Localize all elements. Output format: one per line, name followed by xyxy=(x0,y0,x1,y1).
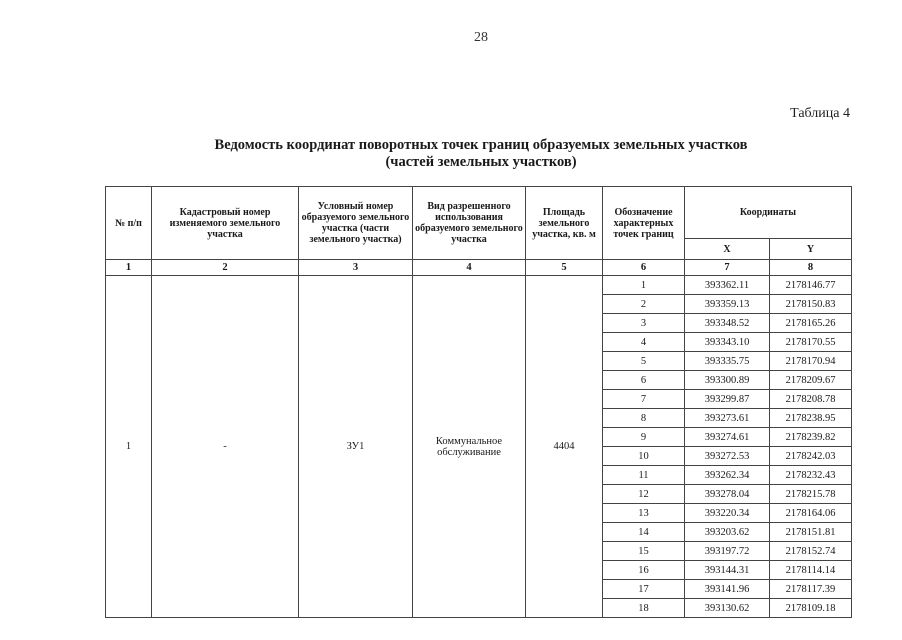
point-id-cell: 5 xyxy=(603,352,685,371)
coord-y-cell: 2178164.06 xyxy=(770,504,852,523)
coord-y-cell: 2178150.83 xyxy=(770,295,852,314)
column-number: 5 xyxy=(526,260,603,276)
column-number: 2 xyxy=(152,260,299,276)
coord-y-cell: 2178117.39 xyxy=(770,580,852,599)
column-number: 6 xyxy=(603,260,685,276)
coord-x-cell: 393300.89 xyxy=(685,371,770,390)
point-id-cell: 3 xyxy=(603,314,685,333)
coord-y-cell: 2178215.78 xyxy=(770,485,852,504)
permitted-use-cell: Коммунальное обслуживание xyxy=(413,276,526,618)
title-line-1: Ведомость координат поворотных точек границ образуемых земельных участков xyxy=(214,137,748,153)
coord-y-cell: 2178152.74 xyxy=(770,542,852,561)
area-cell: 4404 xyxy=(526,276,603,618)
point-id-cell: 8 xyxy=(603,409,685,428)
point-id-cell: 17 xyxy=(603,580,685,599)
coordinates-body xyxy=(106,276,852,618)
parcel-num-cell: 1 xyxy=(106,276,152,618)
header-cadastral: Кадастровый номер изменяемого земельного участка xyxy=(152,187,299,260)
header-y: Y xyxy=(770,239,852,260)
header-coordinates: Координаты xyxy=(685,187,852,239)
point-id-cell: 9 xyxy=(603,428,685,447)
coord-x-cell: 393262.34 xyxy=(685,466,770,485)
coord-x-cell: 393362.11 xyxy=(685,276,770,295)
coord-x-cell: 393141.96 xyxy=(685,580,770,599)
header-conditional: Условный номер образуемого земельного участка (части земельного участка) xyxy=(299,187,413,260)
coord-y-cell: 2178170.94 xyxy=(770,352,852,371)
coord-x-cell: 393343.10 xyxy=(685,333,770,352)
coord-y-cell: 2178151.81 xyxy=(770,523,852,542)
column-number: 8 xyxy=(770,260,852,276)
coord-x-cell: 393274.61 xyxy=(685,428,770,447)
coord-y-cell: 2178238.95 xyxy=(770,409,852,428)
table-caption: Таблица 4 xyxy=(790,106,850,121)
document-title xyxy=(0,137,902,171)
coord-y-cell: 2178209.67 xyxy=(770,371,852,390)
point-id-cell: 11 xyxy=(603,466,685,485)
column-number: 4 xyxy=(413,260,526,276)
coord-y-cell: 2178242.03 xyxy=(770,447,852,466)
table-row xyxy=(106,276,852,295)
coord-x-cell: 393197.72 xyxy=(685,542,770,561)
coord-x-cell: 393278.04 xyxy=(685,485,770,504)
conditional-number-cell: ЗУ1 xyxy=(299,276,413,618)
column-number: 7 xyxy=(685,260,770,276)
coord-y-cell: 2178146.77 xyxy=(770,276,852,295)
point-id-cell: 4 xyxy=(603,333,685,352)
coord-y-cell: 2178239.82 xyxy=(770,428,852,447)
column-number-row xyxy=(106,260,852,276)
point-id-cell: 14 xyxy=(603,523,685,542)
header-num: № п/п xyxy=(106,187,152,260)
coord-x-cell: 393272.53 xyxy=(685,447,770,466)
point-id-cell: 18 xyxy=(603,599,685,618)
header-row xyxy=(106,187,852,239)
cadastral-number-cell: - xyxy=(152,276,299,618)
header-x: X xyxy=(685,239,770,260)
point-id-cell: 15 xyxy=(603,542,685,561)
point-id-cell: 2 xyxy=(603,295,685,314)
coord-x-cell: 393220.34 xyxy=(685,504,770,523)
point-id-cell: 16 xyxy=(603,561,685,580)
point-id-cell: 12 xyxy=(603,485,685,504)
page-number: 28 xyxy=(474,30,488,45)
coord-y-cell: 2178165.26 xyxy=(770,314,852,333)
column-number: 1 xyxy=(106,260,152,276)
point-id-cell: 13 xyxy=(603,504,685,523)
coord-y-cell: 2178114.14 xyxy=(770,561,852,580)
coord-x-cell: 393273.61 xyxy=(685,409,770,428)
point-id-cell: 10 xyxy=(603,447,685,466)
coord-x-cell: 393130.62 xyxy=(685,599,770,618)
point-id-cell: 6 xyxy=(603,371,685,390)
coord-y-cell: 2178208.78 xyxy=(770,390,852,409)
coord-x-cell: 393299.87 xyxy=(685,390,770,409)
coord-y-cell: 2178109.18 xyxy=(770,599,852,618)
coordinates-table xyxy=(105,186,852,618)
point-id-cell: 1 xyxy=(603,276,685,295)
point-id-cell: 7 xyxy=(603,390,685,409)
header-use: Вид разрешенного использования образуемого земельного участка xyxy=(413,187,526,260)
coord-x-cell: 393203.62 xyxy=(685,523,770,542)
coord-x-cell: 393359.13 xyxy=(685,295,770,314)
header-point: Обозначение характерных точек границ xyxy=(603,187,685,260)
coord-x-cell: 393335.75 xyxy=(685,352,770,371)
coord-y-cell: 2178170.55 xyxy=(770,333,852,352)
title-line-2: (частей земельных участков) xyxy=(385,154,577,170)
column-number: 3 xyxy=(299,260,413,276)
coord-y-cell: 2178232.43 xyxy=(770,466,852,485)
coord-x-cell: 393144.31 xyxy=(685,561,770,580)
header-area: Площадь земельного участка, кв. м xyxy=(526,187,603,260)
coord-x-cell: 393348.52 xyxy=(685,314,770,333)
